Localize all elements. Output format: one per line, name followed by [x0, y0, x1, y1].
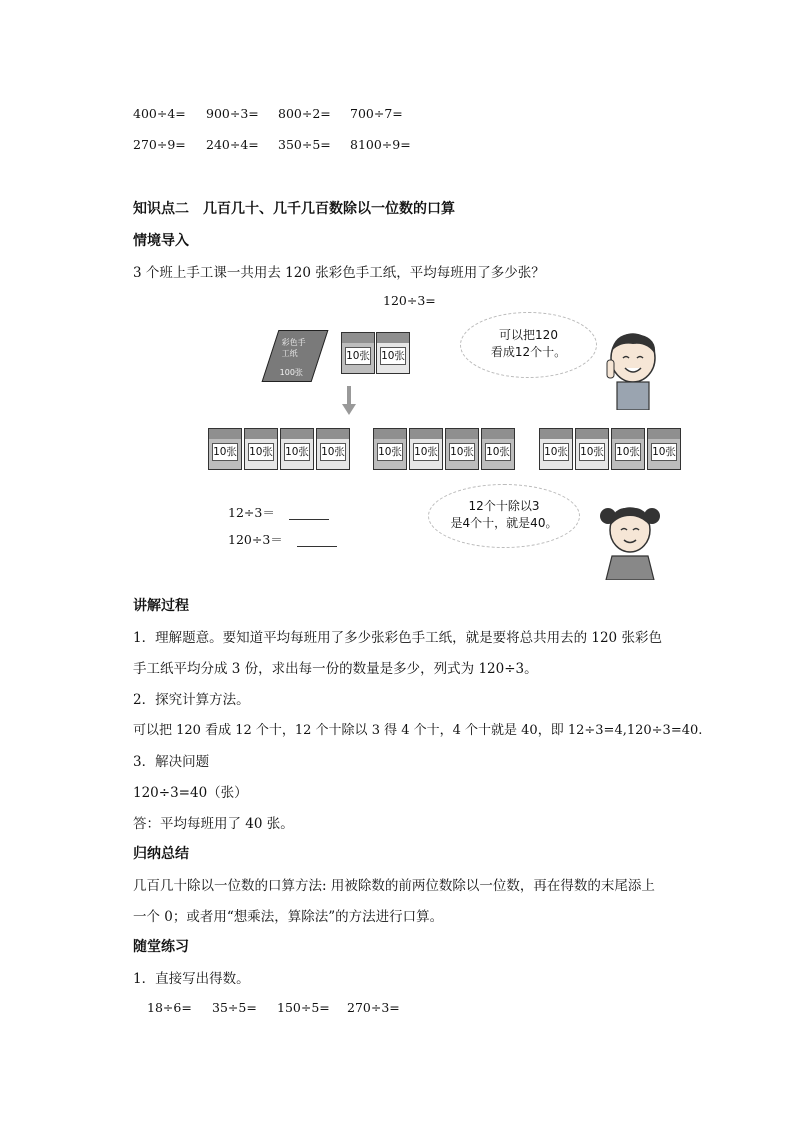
- paper-stack-tile: [611, 428, 645, 470]
- boy-character-icon: [603, 330, 661, 410]
- paper-stack-tile: [445, 428, 479, 470]
- exercise: 18÷6=: [147, 1000, 192, 1015]
- paper-stack-tile: [341, 332, 375, 374]
- exercise: 270÷9=: [133, 137, 186, 152]
- top-exercise-row-1: [133, 106, 403, 122]
- girl-speech-bubble: [428, 484, 580, 548]
- paper-stack-tile: [316, 428, 350, 470]
- book-label: 彩色手工纸: [281, 338, 306, 358]
- paper-stack-tile: [481, 428, 515, 470]
- figure-equation-1: 12÷3＝: [228, 503, 329, 521]
- tile-label: 10张: [377, 443, 403, 461]
- paper-stack-tile: [575, 428, 609, 470]
- girl-character-icon: [598, 500, 662, 580]
- paper-stack-tile: [539, 428, 573, 470]
- exercise: 400÷4=: [133, 106, 186, 121]
- tile-label: 10张: [615, 443, 641, 461]
- tile-label: 10张: [320, 443, 346, 461]
- question-text: 3 个班上手工课一共用去 120 张彩色手工纸，平均每班用了多少张？: [133, 265, 545, 281]
- exercise: 270÷3=: [347, 1000, 400, 1015]
- tile-label: 10张: [212, 443, 238, 461]
- paper-stack-tile: [409, 428, 443, 470]
- exercise: 900÷3=: [206, 106, 259, 121]
- summary-heading: 归纳总结: [133, 846, 189, 862]
- down-arrow-icon: [342, 386, 356, 416]
- paper-pack-icon: [262, 330, 329, 382]
- exercise: 35÷5=: [212, 1000, 257, 1015]
- figure-equation-2: 120÷3＝: [228, 530, 337, 548]
- bubble-line: 看成12个十。: [490, 345, 567, 359]
- explain-step-2: 2．探究计算方法。: [133, 692, 250, 708]
- tile-label: 10张: [449, 443, 475, 461]
- tile-label: 10张: [651, 443, 677, 461]
- top-exercise-row-2: [133, 137, 411, 153]
- tile-label: 10张: [413, 443, 439, 461]
- tile-label: 10张: [543, 443, 569, 461]
- tile-label: 10张: [248, 443, 274, 461]
- intro-heading: 情境导入: [133, 233, 189, 249]
- exercise: 8100÷9=: [350, 137, 411, 152]
- exercise: 150÷5=: [277, 1000, 330, 1015]
- book-count: 100张: [279, 368, 303, 377]
- tile-label: 10张: [380, 347, 406, 365]
- tile-label: 10张: [485, 443, 511, 461]
- answer-blank: [297, 534, 337, 547]
- answer-text: 答：平均每班用了 40 张。: [133, 816, 294, 832]
- paper-stack-tile: [244, 428, 278, 470]
- explain-step-3: 3．解决问题: [133, 754, 210, 770]
- explain-step-2-detail: 可以把 120 看成 12 个十，12 个十除以 3 得 4 个十，4 个十就是 40，即 12÷3=4,120÷3=40.: [133, 723, 703, 738]
- exercise: 700÷7=: [350, 106, 403, 121]
- section-title: 知识点二 几百几十、几千几百数除以一位数的口算: [133, 201, 455, 217]
- bubble-line: 12个十除以3: [468, 499, 540, 513]
- summary-line-2: 一个 0；或者用“想乘法，算除法”的方法进行口算。: [133, 909, 444, 925]
- bubble-line: 可以把120: [499, 328, 558, 342]
- bubble-line: 是4个十，就是40。: [450, 516, 558, 530]
- tile-label: 10张: [345, 347, 371, 365]
- paper-stack-tile: [373, 428, 407, 470]
- explain-step-1: 1．理解题意。要知道平均每班用了多少张彩色手工纸，就是要将总共用去的 120 张彩色: [133, 630, 662, 646]
- practice-item-1: 1．直接写出得数。: [133, 971, 250, 987]
- explain-step-1-cont: 手工纸平均分成 3 份，求出每一份的数量是多少，列式为 120÷3。: [133, 661, 538, 677]
- explain-step-3-equation: 120÷3=40（张）: [133, 785, 248, 801]
- exercise: 350÷5=: [278, 137, 331, 152]
- explain-heading: 讲解过程: [133, 598, 189, 614]
- boy-speech-bubble: [460, 312, 597, 378]
- paper-stack-tile: [280, 428, 314, 470]
- tile-label: 10张: [579, 443, 605, 461]
- paper-stack-tile: [208, 428, 242, 470]
- tile-label: 10张: [284, 443, 310, 461]
- figure-top-equation: 120÷3=: [383, 293, 436, 308]
- practice-heading: 随堂练习: [133, 939, 189, 955]
- exercise: 800÷2=: [278, 106, 331, 121]
- answer-blank: [289, 507, 329, 520]
- exercise: 240÷4=: [206, 137, 259, 152]
- summary-line-1: 几百几十除以一位数的口算方法: 用被除数的前两位数除以一位数，再在得数的末尾添上: [133, 878, 655, 894]
- paper-stack-tile: [376, 332, 410, 374]
- practice-exercise-row: [147, 1000, 400, 1016]
- paper-stack-tile: [647, 428, 681, 470]
